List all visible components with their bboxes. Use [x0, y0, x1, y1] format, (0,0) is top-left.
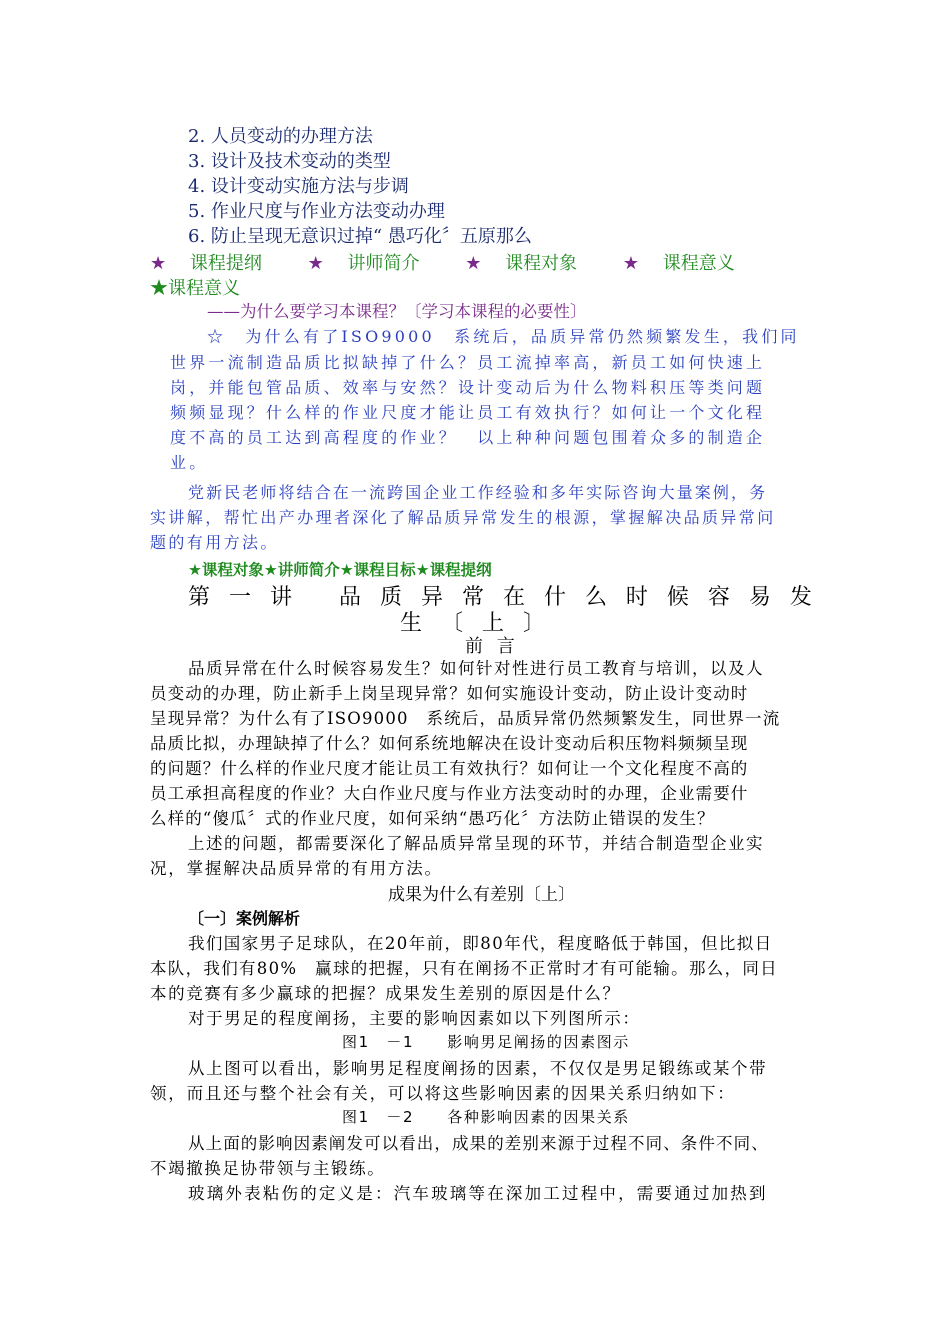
section-title: ★课程意义 — [150, 278, 240, 299]
nav-link-audience[interactable]: 课程对象 — [505, 253, 578, 274]
outline-item-2: 2. 人员变动的办理方法 — [188, 126, 373, 147]
star-icon: ★ — [465, 253, 482, 274]
case-line: 本队，我们有80% 赢球的把握，只有在阐扬不正常时才有可能输。那么，同日 — [150, 959, 778, 978]
preface-line: 品质异常在什么时候容易发生？如何针对性进行员工教育与培训，以及人 — [188, 659, 764, 678]
figure-caption-1: 图1 －1 影响男足阐扬的因素图示 — [342, 1033, 630, 1051]
star-icon: ★ — [150, 253, 167, 274]
intro-line: 世界一流制造品质比拟缺掉了什么？员工流掉率高，新员工如何快速上 — [170, 353, 766, 372]
intro-line: 频频显现？什么样的作业尺度才能让员工有效执行？如何让一个文化程 — [170, 403, 766, 422]
figure-caption-2: 图1 －2 各种影响因素的因果关系 — [342, 1108, 630, 1126]
figure1-line: 从上图可以看出，影响男足程度阐扬的因素，不仅仅是男足锻练或某个带 — [188, 1059, 768, 1078]
case-line: 对于男足的程度阐扬，主要的影响因素如以下列图所示： — [188, 1009, 641, 1028]
teacher-line: 党新民老师将结合在一流跨国企业工作经验和多年实际咨询大量案例，务 — [188, 483, 768, 502]
figure2-line: 玻璃外表粘伤的定义是：汽车玻璃等在深加工过程中，需要通过加热到 — [188, 1184, 768, 1203]
outline-item-6: 6. 防止呈现无意识过掉“ 愚巧化〞五原那么 — [188, 226, 532, 247]
outline-item-4: 4. 设计变动实施方法与步调 — [188, 176, 409, 197]
lecture-title-cont: 生 〔 上 〕 — [400, 611, 551, 636]
lecture-title: 第 一 讲 品 质 异 常 在 什 么 时 候 容 易 发 — [188, 585, 818, 610]
outline-item-5: 5. 作业尺度与作业方法变动办理 — [188, 201, 445, 222]
figure1-line: 领，而且还与整个社会有关，可以将这些影响因素的因果关系归纳如下： — [150, 1084, 736, 1103]
preface-line: 况，掌握解决品质异常的有用方法。 — [150, 859, 443, 878]
teacher-line: 实讲解，帮忙出产办理者深化了解品质异常发生的根源，掌握解决品质异常问 — [150, 508, 776, 527]
nav-link-outline[interactable]: 课程提纲 — [189, 253, 262, 274]
course-nav — [150, 249, 735, 275]
preface-line: 的问题？什么样的作业尺度才能让员工有效执行？如何让一个文化程度不高的 — [150, 759, 749, 778]
intro-line: 岗，并能包管品质、效率与安然？设计变动后为什么物料积压等类问题 — [170, 378, 766, 397]
star-icon: ★ — [307, 253, 324, 274]
case-line: 本的竞赛有多少赢球的把握？成果发生差别的原因是什么？ — [150, 984, 621, 1003]
outline-item-3: 3. 设计及技术变动的类型 — [188, 151, 391, 172]
results-title: 成果为什么有差别〔上〕 — [388, 885, 575, 905]
intro-line: 度不高的员工达到高程度的作业？ 以上种种问题包围着众多的制造企 — [170, 428, 766, 447]
intro-line: ☆ 为什么有了ISO9000 系统后，品质异常仍然频繁发生，我们同 — [207, 327, 800, 346]
course-nav-2[interactable]: ★课程对象★讲师简介★课程目标★课程提纲 — [188, 561, 492, 579]
preface-line: 呈现异常？为什么有了ISO9000 系统后，品质异常仍然频繁发生，同世界一流 — [150, 709, 781, 728]
subtitle: ——为什么要学习本课程？〔学习本课程的必要性〕 — [207, 302, 587, 321]
figure2-line: 不竭撤换足协带领与主锻练。 — [150, 1159, 386, 1178]
preface-line: 品质比拟，办理缺掉了什么？如何系统地解决在设计变动后积压物料频频呈现 — [150, 734, 749, 753]
star-icon: ★ — [622, 253, 639, 274]
nav-link-teacher[interactable]: 讲师简介 — [347, 253, 420, 274]
intro-line: 业。 — [170, 453, 209, 472]
preface-line: 上述的问题，都需要深化了解品质异常呈现的环节，并结合制造型企业实 — [188, 834, 764, 853]
preface-line: 员变动的办理，防止新手上岗呈现异常？如何实施设计变动，防止设计变动时 — [150, 684, 749, 703]
preface-line: 员工承担高程度的作业？大白作业尺度与作业方法变动时的办理，企业需要什 — [150, 784, 749, 803]
teacher-line: 题的有用方法。 — [150, 533, 279, 552]
preface-title: 前 言 — [465, 636, 519, 657]
case-heading: 〔一〕案例解析 — [188, 909, 301, 928]
case-line: 我们国家男子足球队，在20年前，即80年代，程度略低于韩国，但比拟日 — [188, 934, 773, 953]
preface-line: 么样的“傻瓜〞式的作业尺度，如何采纳“愚巧化〞方法防止错误的发生？ — [150, 809, 715, 828]
nav-link-significance[interactable]: 课程意义 — [662, 253, 735, 274]
figure2-line: 从上面的影响因素阐发可以看出，成果的差别来源于过程不同、条件不同、 — [188, 1134, 769, 1153]
